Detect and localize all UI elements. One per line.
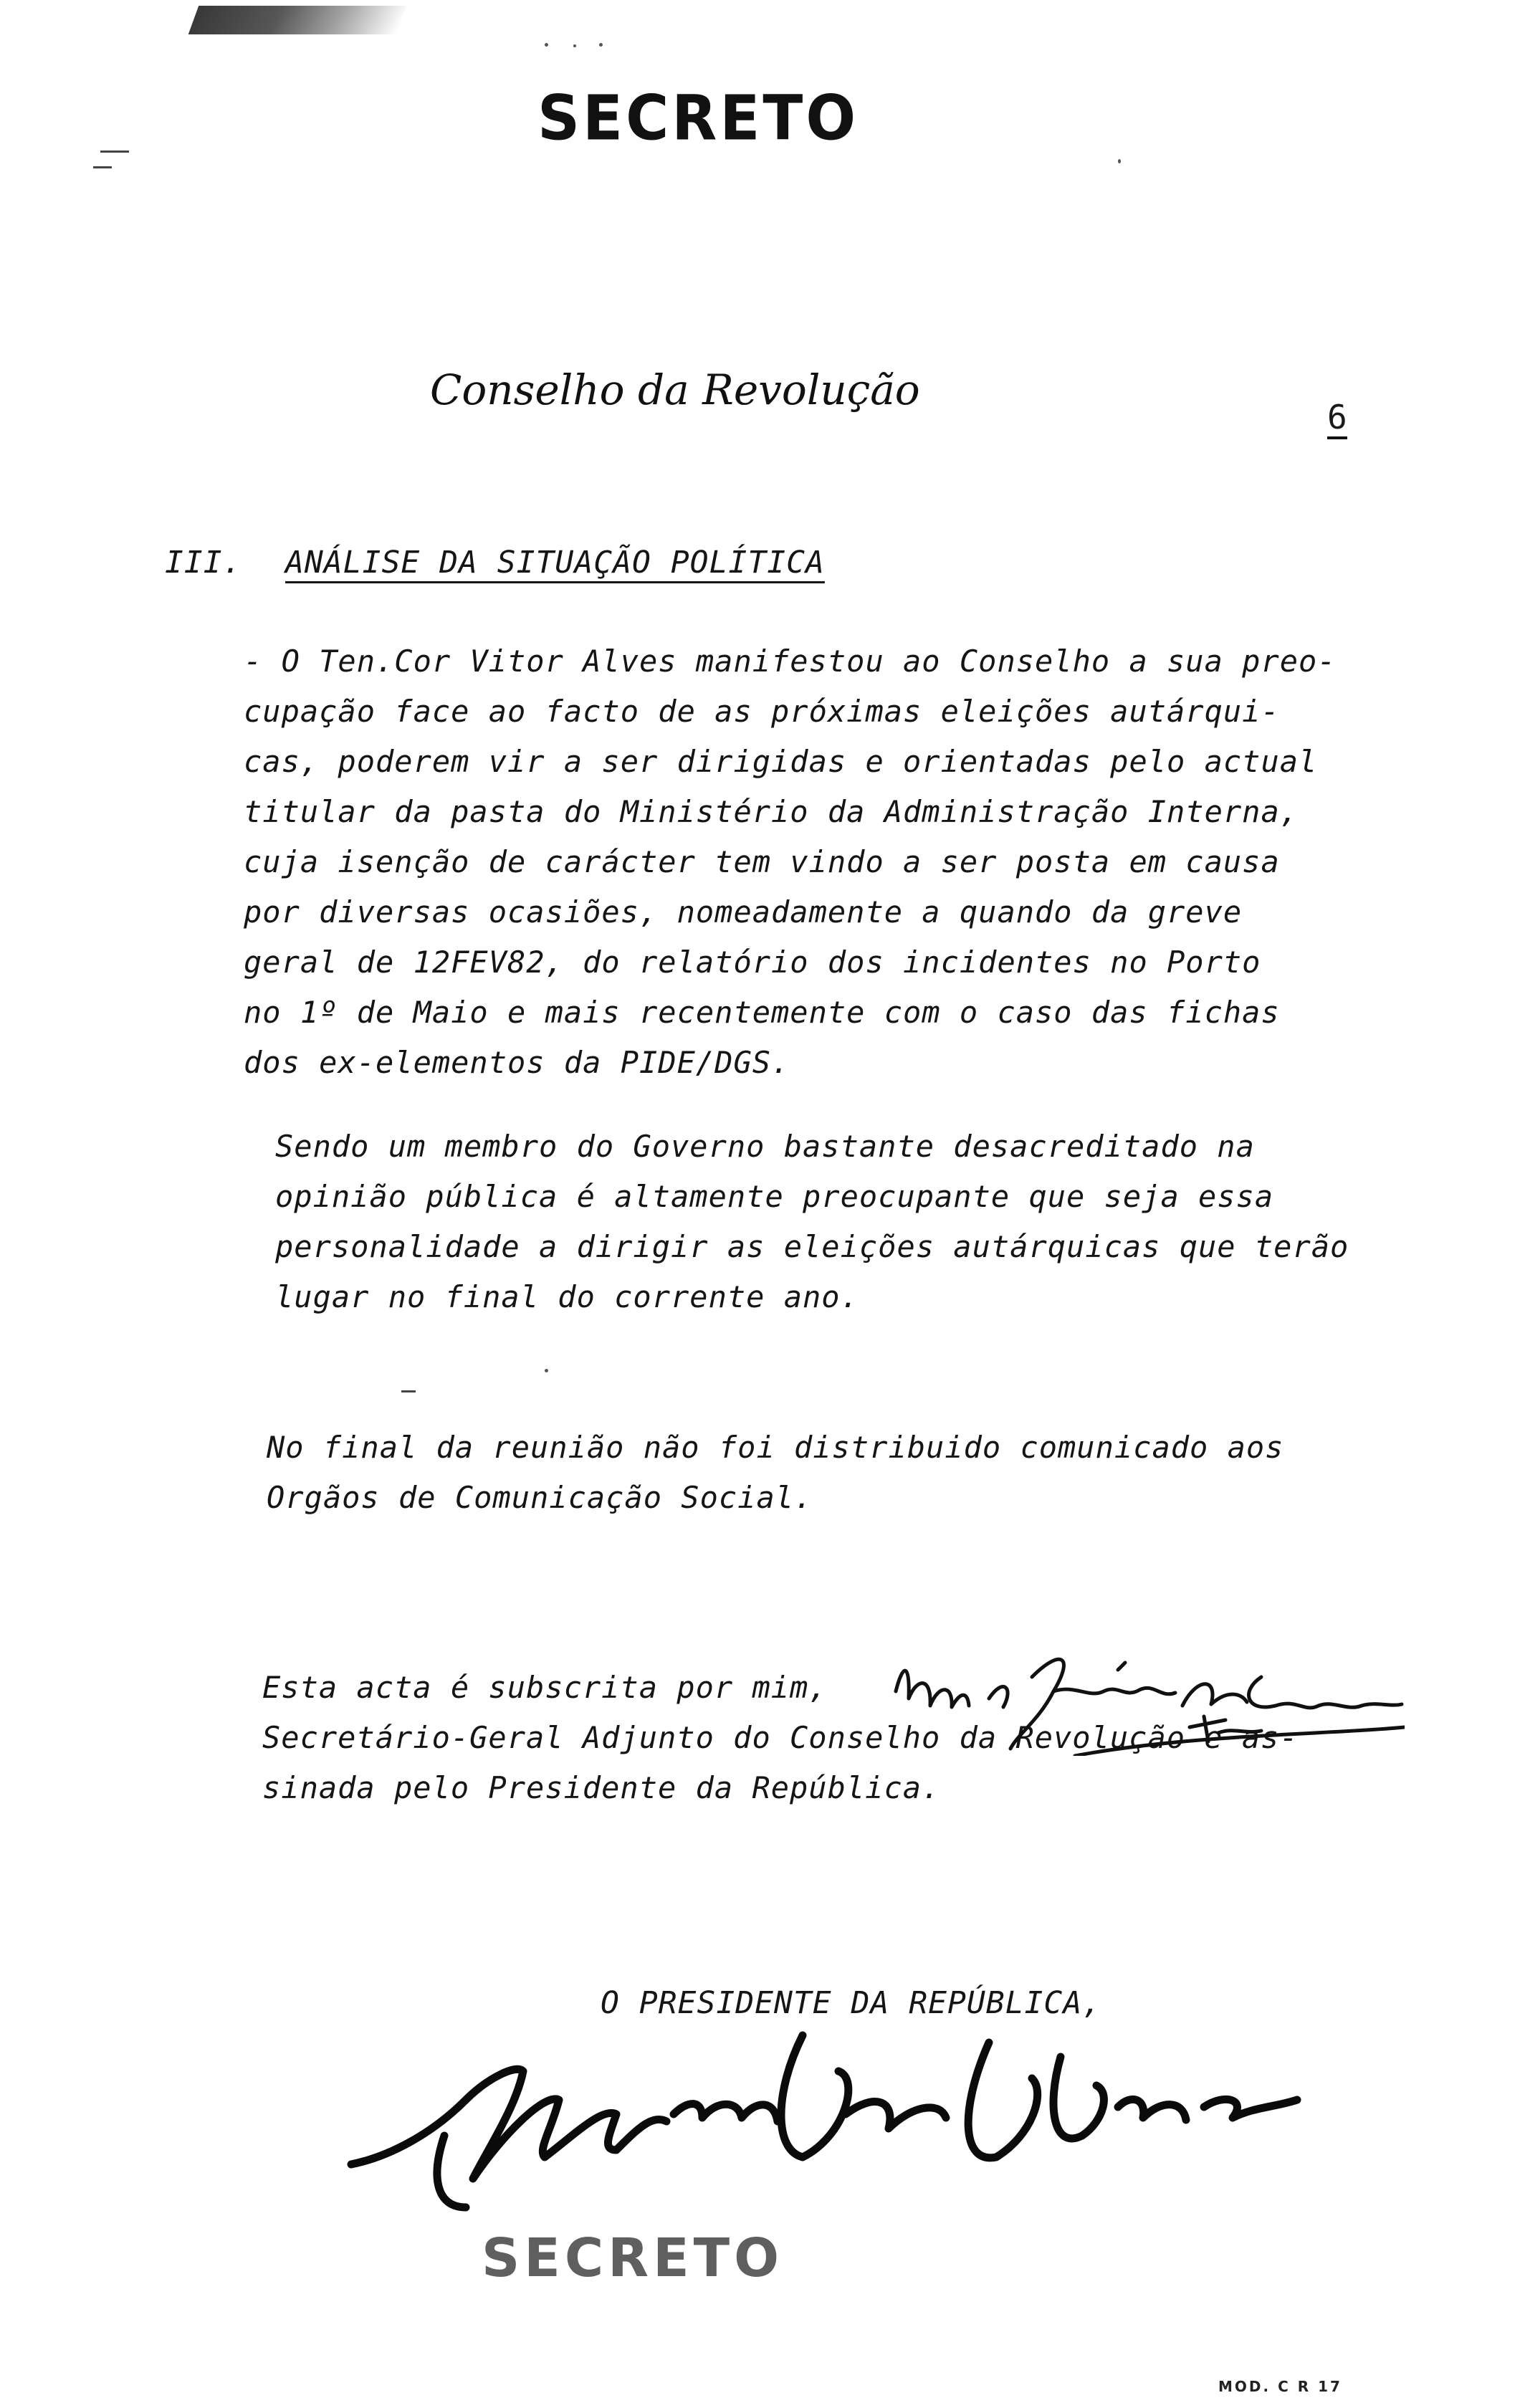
text-line: Orgãos de Comunicação Social. [267,1480,813,1515]
section-title: ANÁLISE DA SITUAÇÃO POLÍTICA [285,545,825,580]
president-signature [344,1992,1304,2222]
paragraph-concern [244,636,1448,1088]
president-title: O PRESIDENTE DA REPÚBLICA, [601,1985,1102,2021]
text-line: titular da pasta do Ministério da Administração Interna, [244,794,1299,829]
letterhead-title: Conselho da Revolução [430,366,920,414]
paragraph-communique [267,1423,1471,1523]
text-line: lugar no final do corrente ano. [275,1279,859,1314]
text-line: cuja isenção de carácter tem vindo a ser posta em causa [244,844,1280,879]
text-line: cas, poderem vir a ser dirigidas e orientadas pelo actual [244,744,1318,779]
text-line: - O Ten.Cor Vitor Alves manifestou ao Conselho a sua preo- [244,644,1337,679]
scan-speck [545,1369,548,1372]
scan-speck [545,43,548,47]
scan-speck [401,1390,416,1392]
scan-smudge [188,6,407,34]
text-line: geral de 12FEV82, do relatório dos incidentes no Porto [244,945,1261,980]
text-line: Secretário-Geral Adjunto do Conselho da Revolução e as- [262,1720,1299,1755]
section-number: III. [165,545,242,580]
text-line: No final da reunião não foi distribuido comunicado aos [267,1430,1284,1465]
text-line: cupação face ao facto de as próximas eleições autárqui- [244,694,1280,729]
secreto-stamp-top: SECRETO [537,82,859,155]
secretary-signature [889,1648,1405,1756]
text-line: dos ex-elementos da PIDE/DGS. [244,1045,790,1080]
text-line: personalidade a dirigir as eleições autárquicas que terão [275,1229,1349,1264]
text-line: sinada pelo Presidente da República. [262,1770,941,1805]
text-line: opinião pública é altamente preocupante que seja essa [275,1179,1274,1214]
text-line: por diversas ocasiões, nomeadamente a quando da greve [244,894,1243,930]
secreto-stamp-bottom: SECRETO [482,2227,784,2289]
paragraph-government-member [275,1122,1479,1322]
scan-speck [93,166,112,168]
form-code: MOD. C R 17 [1218,2378,1342,2395]
text-line: no 1º de Maio e mais recentemente com o caso das fichas [244,995,1280,1030]
scan-speck [1118,159,1121,163]
scan-speck [599,43,603,47]
text-line: Esta acta é subscrita por mim, [262,1670,828,1705]
page-number: 6 [1327,398,1347,439]
scan-speck [100,150,129,153]
text-line: Sendo um membro do Governo bastante desacreditado na [275,1129,1255,1164]
scan-speck [573,44,576,47]
